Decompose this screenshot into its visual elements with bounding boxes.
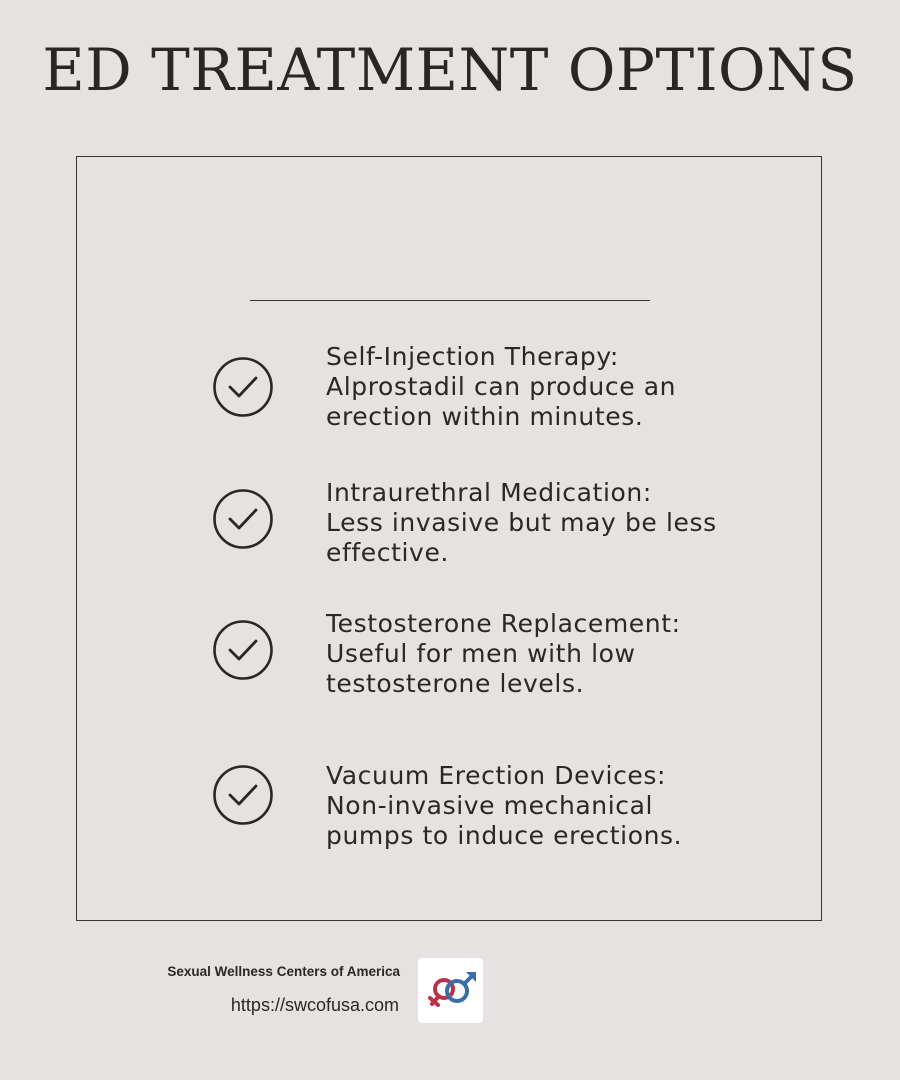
organization-name: Sexual Wellness Centers of America [167, 964, 400, 979]
list-item-text [326, 609, 756, 699]
list-item-line: Non-invasive mechanical [326, 791, 654, 820]
list-item-heading: Self-Injection Therapy: [326, 342, 619, 371]
website-link[interactable]: https://swcofusa.com [230, 995, 399, 1015]
list-item-text [326, 761, 756, 851]
check-circle-icon [212, 619, 274, 681]
check-circle-icon [212, 764, 274, 826]
page-title: ED TREATMENT OPTIONS [42, 36, 858, 104]
list-item-line: pumps to induce erections. [326, 821, 683, 850]
list-item-line: testosterone levels. [326, 669, 585, 698]
list-item-text [326, 478, 756, 568]
list-item-line: effective. [326, 538, 449, 567]
list-item-heading: Intraurethral Medication: [326, 478, 652, 507]
check-circle-icon [212, 488, 274, 550]
gender-symbols-icon [418, 958, 483, 1023]
check-circle-icon [212, 356, 274, 418]
divider-line [250, 300, 650, 301]
list-item-line: Useful for men with low [326, 639, 636, 668]
list-item-heading: Testosterone Replacement: [326, 609, 681, 638]
list-item-line: Less invasive but may be less [326, 508, 717, 537]
list-item-text [326, 342, 756, 432]
brand-logo [418, 958, 483, 1023]
list-item-line: Alprostadil can produce an [326, 372, 677, 401]
list-item-line: erection within minutes. [326, 402, 644, 431]
list-item-heading: Vacuum Erection Devices: [326, 761, 667, 790]
